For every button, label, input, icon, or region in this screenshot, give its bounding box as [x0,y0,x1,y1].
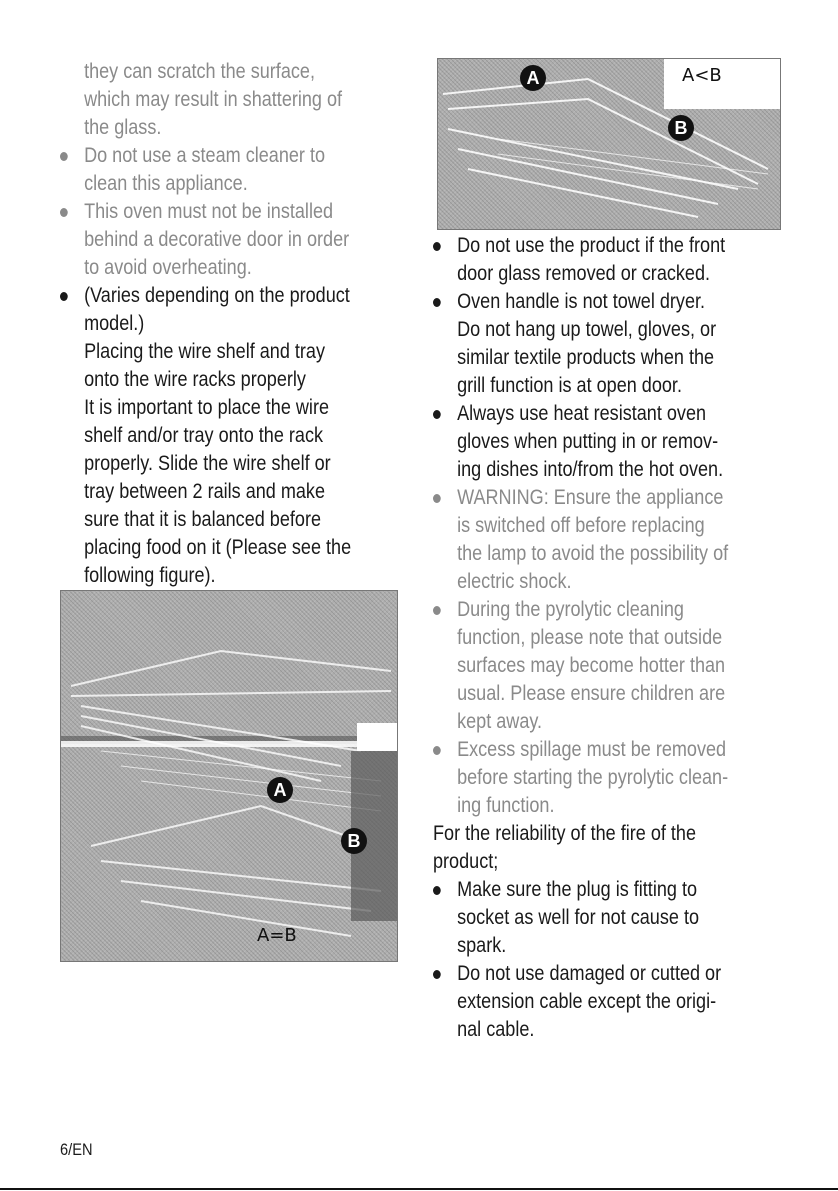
text-line: Do not use damaged or cutted or [457,962,722,985]
bullet-dot-icon [60,152,68,161]
bullet-dot-icon [433,410,441,419]
text-line: is switched off before replacing [457,514,705,537]
bullet-pyrolytic-surfaces [433,596,826,736]
wire-shelf-figure-less [437,58,781,230]
text-line: model.) [84,312,145,335]
marker-a-icon: A [520,65,546,91]
intro-paragraph [60,58,428,142]
text-line: they can scratch the surface, [84,60,315,83]
text-line: electric shock. [457,570,572,593]
text-line: the glass. [84,116,162,139]
text-line: This oven must not be installed [84,200,334,223]
text-line: WARNING: Ensure the appliance [457,486,724,509]
right-column [433,58,803,1044]
text-line: tray between 2 rails and make [84,480,326,503]
text-line: clean this appliance. [84,172,248,195]
text-line: behind a decorative door in order [84,228,350,251]
left-column [60,58,405,962]
text-line: door glass removed or cracked. [457,262,711,285]
text-line: properly. Slide the wire shelf or [84,452,331,475]
text-line: For the reliability of the fire of the [433,822,696,845]
text-line: Always use heat resistant oven [457,402,707,425]
text-line: the lamp to avoid the possibility of [457,542,729,565]
bullet-dot-icon [433,746,441,755]
text-line: gloves when putting in or remov- [457,430,719,453]
bullet-decorative-door [60,198,428,282]
text-line: It is important to place the wire [84,396,330,419]
bullet-dot-icon [60,292,68,301]
text-line: ing dishes into/from the hot oven. [457,458,724,481]
text-line: which may result in shattering of [84,88,343,111]
text-line: kept away. [457,710,543,733]
bullet-dot-icon [433,886,441,895]
bullet-dot-icon [433,242,441,251]
caption-box [357,723,397,751]
text-line: surfaces may become hotter than [457,654,726,677]
text-line: extension cable except the origi- [457,990,717,1013]
reliability-intro [433,820,802,876]
bullet-oven-handle [433,288,826,400]
marker-b-icon: B [341,828,367,854]
text-line: similar textile products when the [457,346,715,369]
text-line: Oven handle is not towel dryer. [457,290,706,313]
text-line: function, please note that outside [457,626,723,649]
text-line: shelf and/or tray onto the rack [84,424,324,447]
wire-shelf-illustration [61,591,397,961]
text-line: to avoid overheating. [84,256,252,279]
bullet-warning-lamp [433,484,826,596]
text-line: usual. Please ensure children are [457,682,726,705]
figure-caption: A=B [257,925,297,946]
text-line: Placing the wire shelf and tray [84,340,326,363]
bullet-front-door-glass [433,232,826,288]
text-line: before starting the pyrolytic clean- [457,766,729,789]
text-line: Do not hang up towel, gloves, or [457,318,717,341]
bullet-steam-cleaner [60,142,428,198]
text-line: product; [433,850,499,873]
bullet-dot-icon [60,208,68,217]
bullet-dot-icon [433,970,441,979]
text-line: Do not use a steam cleaner to [84,144,326,167]
text-line: Excess spillage must be removed [457,738,727,761]
text-line: spark. [457,934,507,957]
bullet-dot-icon [433,606,441,615]
text-line: sure that it is balanced before [84,508,322,531]
text-line: socket as well for not cause to [457,906,700,929]
marker-b-icon: B [668,115,694,141]
bullet-oven-gloves [433,400,826,484]
bullet-dot-icon [433,298,441,307]
text-line: (Varies depending on the product [84,284,350,307]
wire-shelf-figure-equal [60,590,398,962]
text-line: During the pyrolytic cleaning [457,598,684,621]
text-line: following figure). [84,564,216,587]
page-number: 6/EN [60,1140,93,1159]
text-line: ing function. [457,794,555,817]
figure-caption: A<B [682,65,722,86]
bullet-wire-shelf [60,282,428,590]
bullet-plug-fitting [433,876,826,960]
marker-a-icon: A [267,777,293,803]
text-line: Make sure the plug is fitting to [457,878,698,901]
text-line: onto the wire racks properly [84,368,306,391]
bullet-dot-icon [433,494,441,503]
bullet-extension-cable [433,960,826,1044]
text-line: nal cable. [457,1018,535,1041]
text-line: placing food on it (Please see the [84,536,352,559]
footer-rule [0,1188,838,1190]
text-line: Do not use the product if the front [457,234,726,257]
text-line: grill function is at open door. [457,374,682,397]
bullet-excess-spillage [433,736,826,820]
